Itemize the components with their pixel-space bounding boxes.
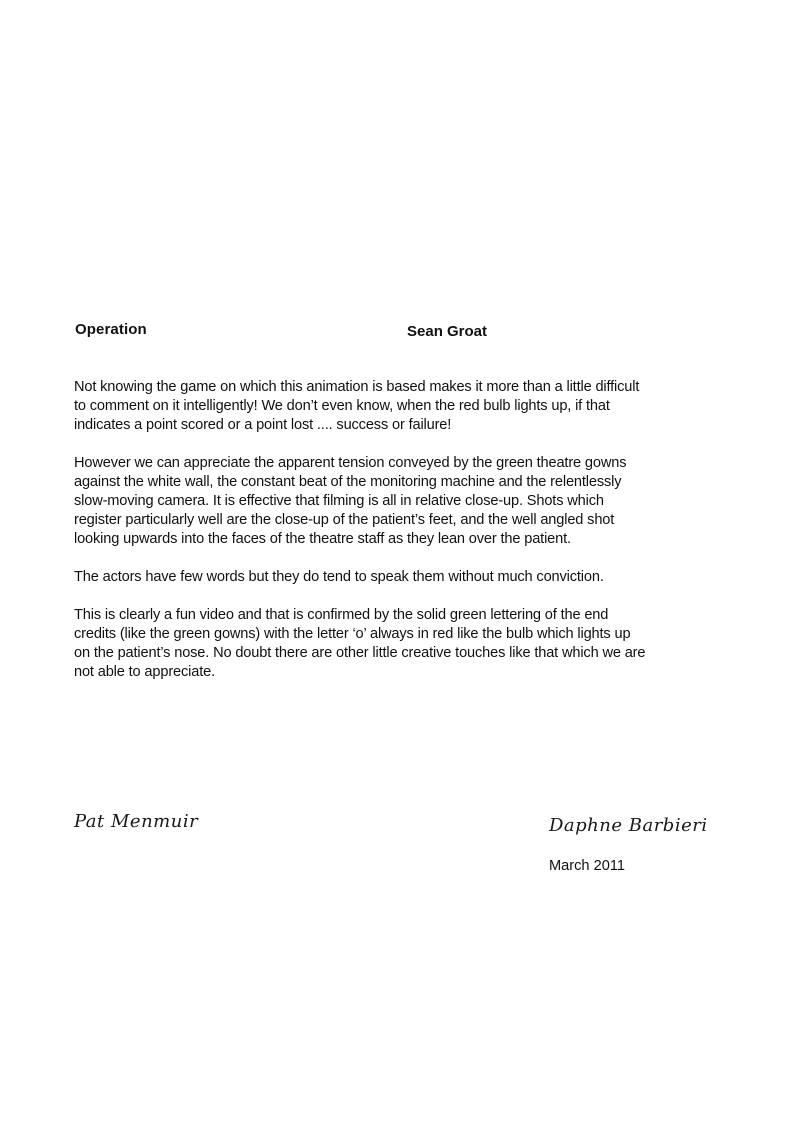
paragraph: However we can appreciate the apparent tension conveyed by the green theatre gowns against the white wall, the constant beat of the monitoring machine and the relentlessly slow-moving camera. It is effective that filming is all in relative close-up. Shots which register particularly well are the close-up of the patient’s feet, and the well angled shot looking upwards into the faces of the theatre staff as they lean over the patient. — [74, 455, 627, 547]
signature-left: Pat Menmuir — [74, 811, 199, 832]
paragraph: Not knowing the game on which this animation is based makes it more than a little difficult to comment on it intelligently! We don’t even know, when the red bulb lights up, if that indicates a point scored or a point lost .... success or failure! — [74, 379, 640, 433]
film-author: Sean Groat — [407, 323, 488, 340]
paragraph: The actors have few words but they do tend to speak them without much conviction. — [74, 569, 604, 585]
review-date: March 2011 — [549, 858, 625, 874]
review-body — [74, 378, 734, 701]
paragraph: This is clearly a fun video and that is confirmed by the solid green lettering of the end credits (like the green gowns) with the letter ‘o’ always in red like the bulb which lights up on the patient’s nose. No doubt there are other little creative touches like that which we are not able to appreciate. — [74, 607, 646, 680]
review-title: Operation — [75, 321, 147, 338]
signature-right: Daphne Barbieri — [549, 815, 708, 836]
